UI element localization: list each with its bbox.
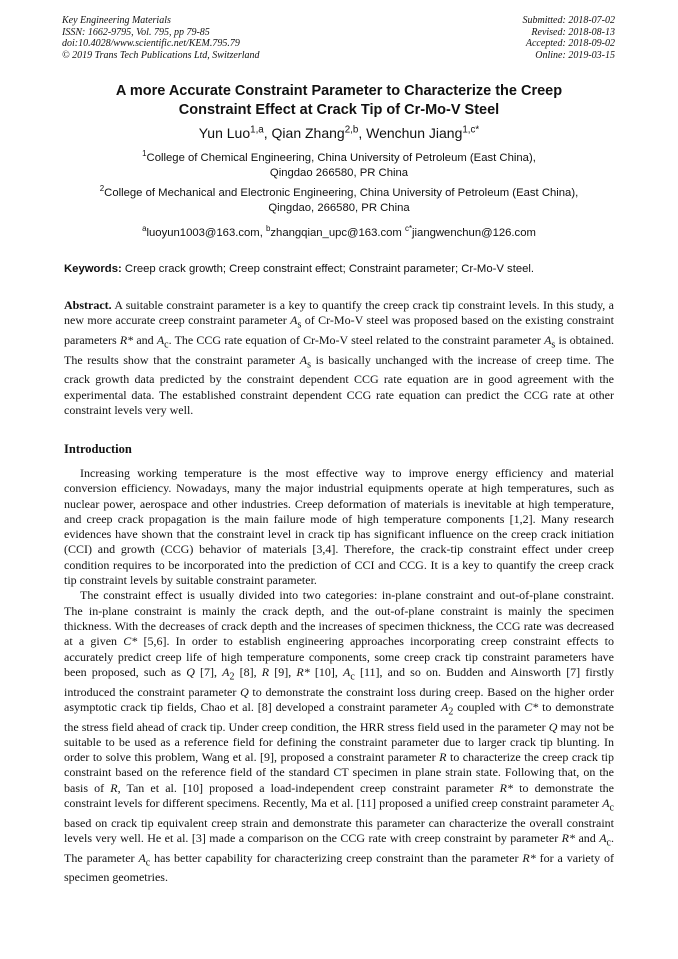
author-affiliation-mark: 1,a — [250, 124, 264, 136]
submission-dates — [523, 15, 616, 61]
affiliation-text: College of Mechanical and Electronic Engineering, China University of Petroleum (East China), — [104, 187, 579, 199]
affiliation-1 — [40, 151, 638, 181]
journal-copyright: © 2019 Trans Tech Publications Ltd, Switzerland — [62, 49, 260, 61]
email-link[interactable]: zhangqian_upc@163.com — [270, 227, 405, 239]
affiliation-2 — [40, 186, 638, 216]
email-mark: a — [142, 224, 147, 234]
author-name: Qian Zhang — [271, 125, 345, 141]
journal-issn: ISSN: 1662-9795, Vol. 795, pp 79-85 — [62, 26, 210, 38]
abstract-label: Abstract. — [64, 298, 112, 312]
author-emails — [40, 224, 638, 239]
author-name: Wenchun Jiang — [366, 125, 463, 141]
keywords-label: Keywords: — [64, 263, 122, 275]
date-revised: Revised: 2018-08-13 — [531, 26, 615, 38]
affiliation-text: Qingdao, 266580, PR China — [268, 202, 410, 214]
intro-paragraph-2: The constraint effect is usually divided into two categories: in-plane constraint and out-of-plane constraint. The in-plane constraint is mainly the crack depth, and the out-of-plane constraint is mainly the specimen thickness. With the decreases of crack depth and the increases of specimen thickness, the CCG rate was decreased at a given C* [5,6]. In order to establish engineering approaches incorporating creep constraint effects to accurately predict creep life of high temperature components, some creep crack tip constraint parameters have been proposed, such as Q [7], $A_2$ [8], R [9], R* [10], $A_c$ [11], and so on. Budden and Ainsworth [7] firstly introduced the constraint parameter Q to demonstrate the constraint loss during creep. Based on the higher order asymptotic crack tip fields, Chao et al. [8] developed a constraint parameter $A_2$ coupled with C* to demonstrate the stress field ahead of crack tip. Under creep condition, the HRR stress field used in the parameter Q may not be suitable to be used as a reference field for defining the constraint parameter due to larger crack tip blunting. In order to solve this problem, Wang et al. [9], proposed a constraint parameter R to characterize the creep crack tip constraint based on the reference field of the standard CT specimen in plane strain state. Following that, on the basis of R, Tan et al. [10] proposed a load-independent creep constraint parameter R* to demonstrate the constraint levels for different specimens. Recently, Ma et al. [11] proposed a unified creep constraint parameter $A_c$ based on crack tip equivalent creep strain and demonstrate this parameter can characterize the overall constraint levels very well. He et al. [3] made a comparison on the CCG rate with creep constraint by parameter R* and $A_c$. The parameter $A_c$ has better capability for characterizing creep constraint than the parameter R* for a variety of specimen geometries. — [64, 588, 615, 885]
journal-info — [62, 15, 260, 61]
author-name: Yun Luo — [198, 125, 251, 141]
author-affiliation-mark: 1,c* — [462, 124, 480, 136]
affiliation-text: College of Chemical Engineering, China University of Petroleum (East China), — [146, 152, 536, 164]
date-submitted: Submitted: 2018-07-02 — [522, 15, 615, 26]
author-affiliation-mark: 2,b — [344, 124, 359, 136]
email-mark: b — [266, 224, 271, 234]
date-online: Online: 2019-03-15 — [535, 49, 615, 61]
journal-name: Key Engineering Materials — [62, 15, 171, 26]
keywords-text: Creep crack growth; Creep constraint effect; Constraint parameter; Cr-Mo-V steel. — [121, 263, 535, 275]
email-link[interactable]: jiangwenchun@126.com — [412, 227, 536, 239]
abstract: Abstract. A suitable constraint parameter is a key to quantify the creep crack tip constraint levels. In this study, a new more accurate creep constraint parameter $A_s$ of Cr-Mo-V steel was proposed based on the existing constraint parameters R* and $A_c$. The CCG rate equation of Cr-Mo-V steel related to the constraint parameter $A_s$ is obtained. The results show that the constraint parameter $A_s$ is basically unchanged with the increase of creep time. The crack growth data predicted by the constraint dependent CCG rate equation are in good agreement with the experimental data. The established constraint dependent CCG rate equation can predict the CCG rate at other constraint levels very well. — [64, 298, 615, 417]
intro-paragraph-1: Increasing working temperature is the most effective way to improve energy efficiency and material conversion efficiency. Nowadays, many the major industrial equipments operate at high temperatures, such as nuclear power, aerospace and other industries. Creep deformation of materials is inevitable at high temperature, and creep crack propagation is the main failure mode of high temperature components [1,2]. Many research evidences have shown that the constraint level in crack tip has significant influence on the creep crack initiation (CCI) and growth (CCG) behavior of materials [3,4]. Therefore, the crack-tip constraint effect under creep condition requires to be incorporated into the prediction of CCI and CCG. It is a key to quantify the creep crack tip constraint levels by suitable constraint parameter. — [64, 466, 614, 588]
title-line-1: A more Accurate Constraint Parameter to Characterize the Creep — [115, 83, 563, 99]
author-list: Yun Luo$^{1,a}$, Qian Zhang$^{2,b}$, Wenchun Jiang$^{1,c*}$ — [198, 124, 480, 141]
introduction-body — [64, 466, 614, 886]
email-link[interactable]: luoyun1003@163.com, — [146, 227, 266, 239]
date-accepted: Accepted: 2018-09-02 — [525, 38, 615, 49]
affiliation-mark: 1 — [142, 149, 147, 159]
affiliation-mark: 2 — [99, 184, 105, 194]
affiliation-text: Qingdao 266580, PR China — [269, 167, 409, 179]
journal-doi: doi:10.4028/www.scientific.net/KEM.795.79 — [62, 38, 240, 49]
title-line-2: Constraint Effect at Crack Tip of Cr-Mo-V Steel — [178, 102, 500, 118]
paper-title — [40, 82, 638, 120]
email-mark: c* — [404, 224, 413, 234]
section-heading-introduction: Introduction — [64, 442, 132, 456]
keywords — [64, 263, 624, 275]
